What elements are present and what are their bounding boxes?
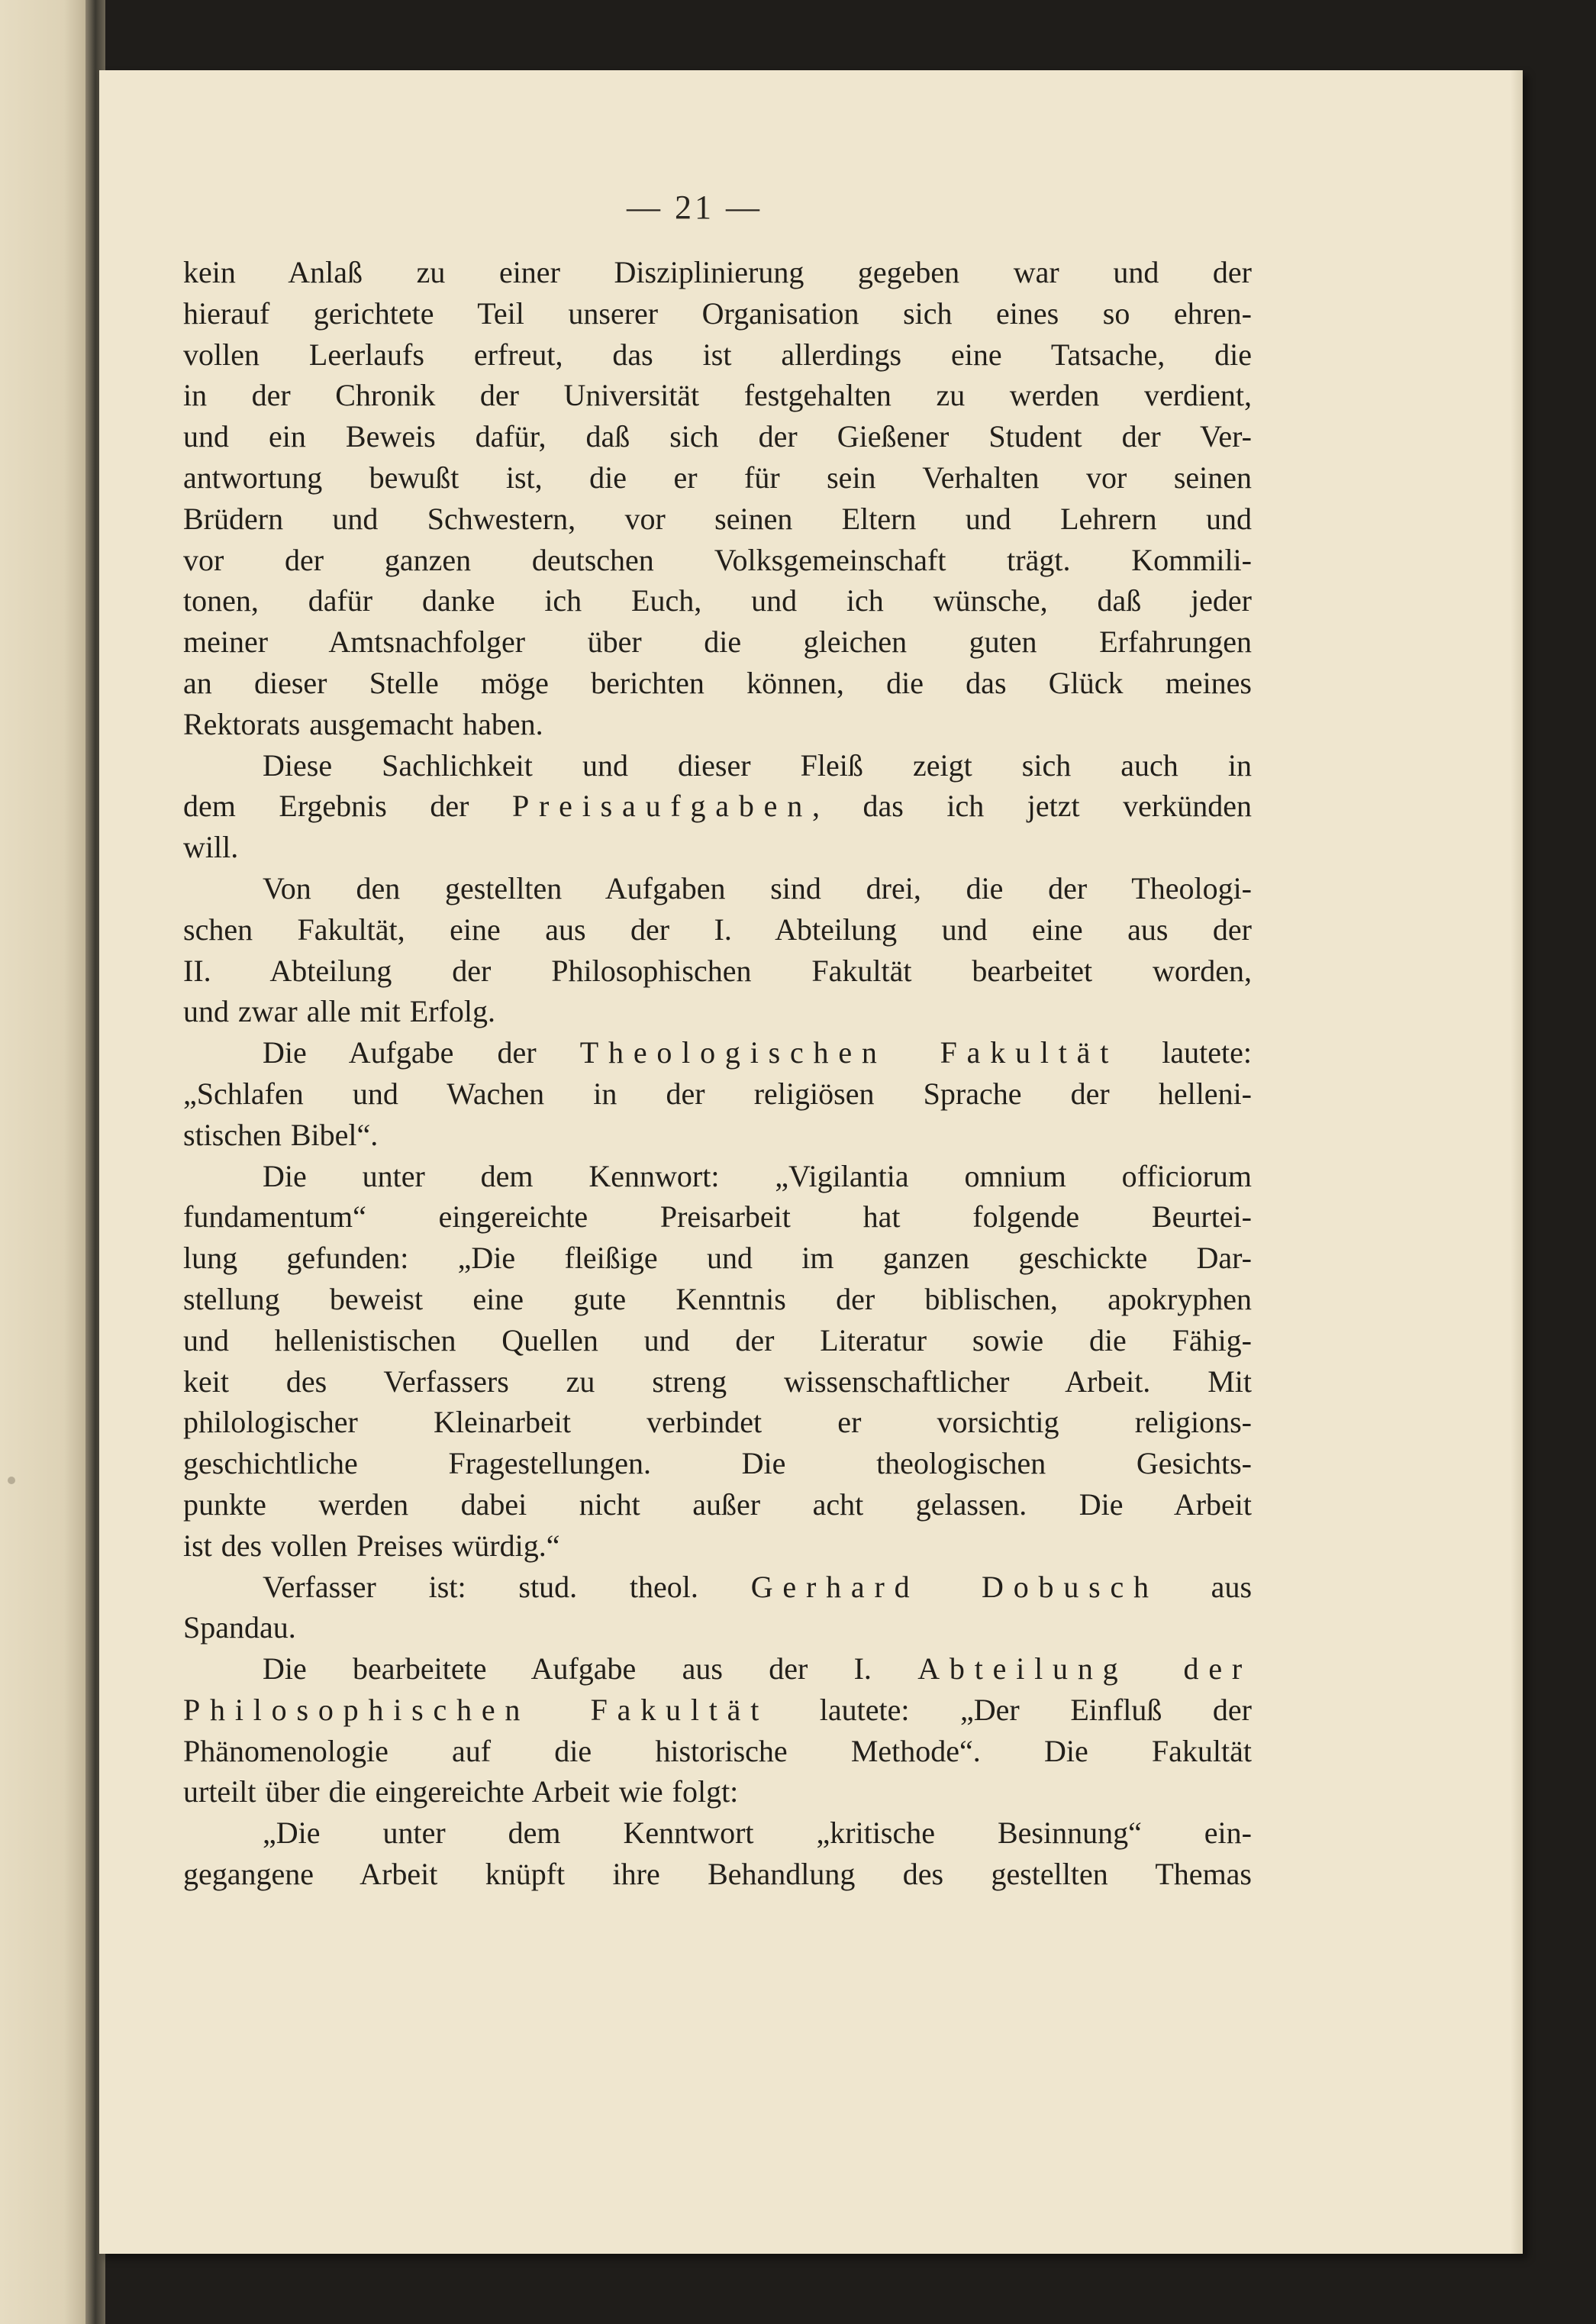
page-edge: [1511, 70, 1523, 2254]
text-line: philologischer Kleinarbeit verbindet er vorsichtig religions-: [183, 1405, 1252, 1440]
text-line: und ein Beweis dafür, daß sich der Gießener Student der Ver-: [183, 419, 1252, 454]
text-line: an dieser Stelle möge berichten können, die das Glück meines: [183, 665, 1252, 700]
text-line: vor der ganzen deutschen Volksgemeinschaft trägt. Kommili-: [183, 542, 1252, 577]
margin-speck: [8, 1477, 15, 1484]
facing-page-edge: [0, 0, 92, 2324]
text-line: kein Anlaß zu einer Disziplinierung gegeben war und der: [183, 255, 1252, 289]
text-line: antwortung bewußt ist, die er für sein Verhalten vor seinen: [183, 460, 1252, 495]
text-line: vollen Leerlaufs erfreut, das ist allerdings eine Tatsache, die: [183, 337, 1252, 372]
text-line: geschichtliche Fragestellungen. Die theologischen Gesichts-: [183, 1446, 1252, 1481]
text-line: Philosophischen Fakultät lautete: „Der Einfluß der: [183, 1692, 1252, 1727]
spaced-emphasis: Preisaufgaben: [512, 789, 812, 824]
text-line: Die unter dem Kennwort: „Vigilantia omnium officiorum: [263, 1158, 1252, 1193]
text-line: meiner Amtsnachfolger über die gleichen guten Erfahrungen: [183, 625, 1252, 660]
text-line: gegangene Arbeit knüpft ihre Behandlung des gestellten Themas: [183, 1857, 1252, 1892]
text-line: II. Abteilung der Philosophischen Fakultät bearbeitet worden,: [183, 953, 1252, 988]
page-number: — 21 —: [627, 189, 763, 226]
text-line: stischen Bibel“.: [183, 1117, 379, 1152]
text-line: punkte werden dabei nicht außer acht gelassen. Die Arbeit: [183, 1486, 1252, 1522]
text-line: Von den gestellten Aufgaben sind drei, die der Theologi-: [263, 870, 1252, 905]
text-line: Phänomenologie auf die historische Methode“. Die Fakultät: [183, 1733, 1252, 1768]
text-line: in der Chronik der Universität festgehalten zu werden verdient,: [183, 378, 1252, 413]
text-line: will.: [183, 830, 239, 865]
text-line: ist des vollen Preises würdig.“: [183, 1528, 560, 1563]
body-text: [183, 252, 1252, 1895]
text-line: Verfasser ist: stud. theol. Gerhard Dobusch aus: [263, 1569, 1253, 1604]
text-line: und hellenistischen Quellen und der Literatur sowie die Fähig-: [183, 1322, 1252, 1357]
text-line: Die bearbeitete Aufgabe aus der I. Abteilung der: [263, 1651, 1252, 1687]
text-line: urteilt über die eingereichte Arbeit wie folgt:: [183, 1774, 739, 1809]
spaced-emphasis: Philosophischen Fakultät: [183, 1692, 769, 1727]
text-line: Diese Sachlichkeit und dieser Fleiß zeigt sich auch in: [263, 747, 1252, 783]
text-line: dem Ergebnis der Preisaufgaben, das ich jetzt verkünden: [183, 789, 1252, 824]
text-line: „Die unter dem Kenntwort „kritische Besinnung“ ein-: [263, 1816, 1252, 1851]
spaced-emphasis: Theologischen Fakultät: [579, 1035, 1119, 1070]
text-line: und zwar alle mit Erfolg.: [183, 994, 495, 1029]
text-line: fundamentum“ eingereichte Preisarbeit hat folgende Beurtei-: [183, 1199, 1252, 1235]
text-line: Spandau.: [183, 1610, 296, 1645]
text-line: Die Aufgabe der Theologischen Fakultät lautete:: [263, 1035, 1253, 1070]
text-line: hierauf gerichtete Teil unserer Organisation sich eines so ehren-: [183, 295, 1252, 331]
text-line: Rektorats ausgemacht haben.: [183, 706, 543, 741]
text-line: keit des Verfassers zu streng wissenschaftlicher Arbeit. Mit: [183, 1364, 1252, 1399]
text-line: schen Fakultät, eine aus der I. Abteilung und eine aus der: [183, 912, 1252, 947]
spaced-emphasis: Gerhard Dobusch: [750, 1569, 1159, 1604]
text-line: tonen, dafür danke ich Euch, und ich wünsche, daß jeder: [183, 583, 1252, 618]
text-line: stellung beweist eine gute Kenntnis der biblischen, apokryphen: [183, 1281, 1252, 1316]
spaced-emphasis: Abteilung der: [917, 1651, 1252, 1687]
text-line: lung gefunden: „Die fleißige und im ganzen geschickte Dar-: [183, 1241, 1252, 1276]
text-line: Brüdern und Schwestern, vor seinen Eltern und Lehrern und: [183, 501, 1252, 536]
text-line: „Schlafen und Wachen in der religiösen Sprache der helleni-: [183, 1076, 1252, 1111]
